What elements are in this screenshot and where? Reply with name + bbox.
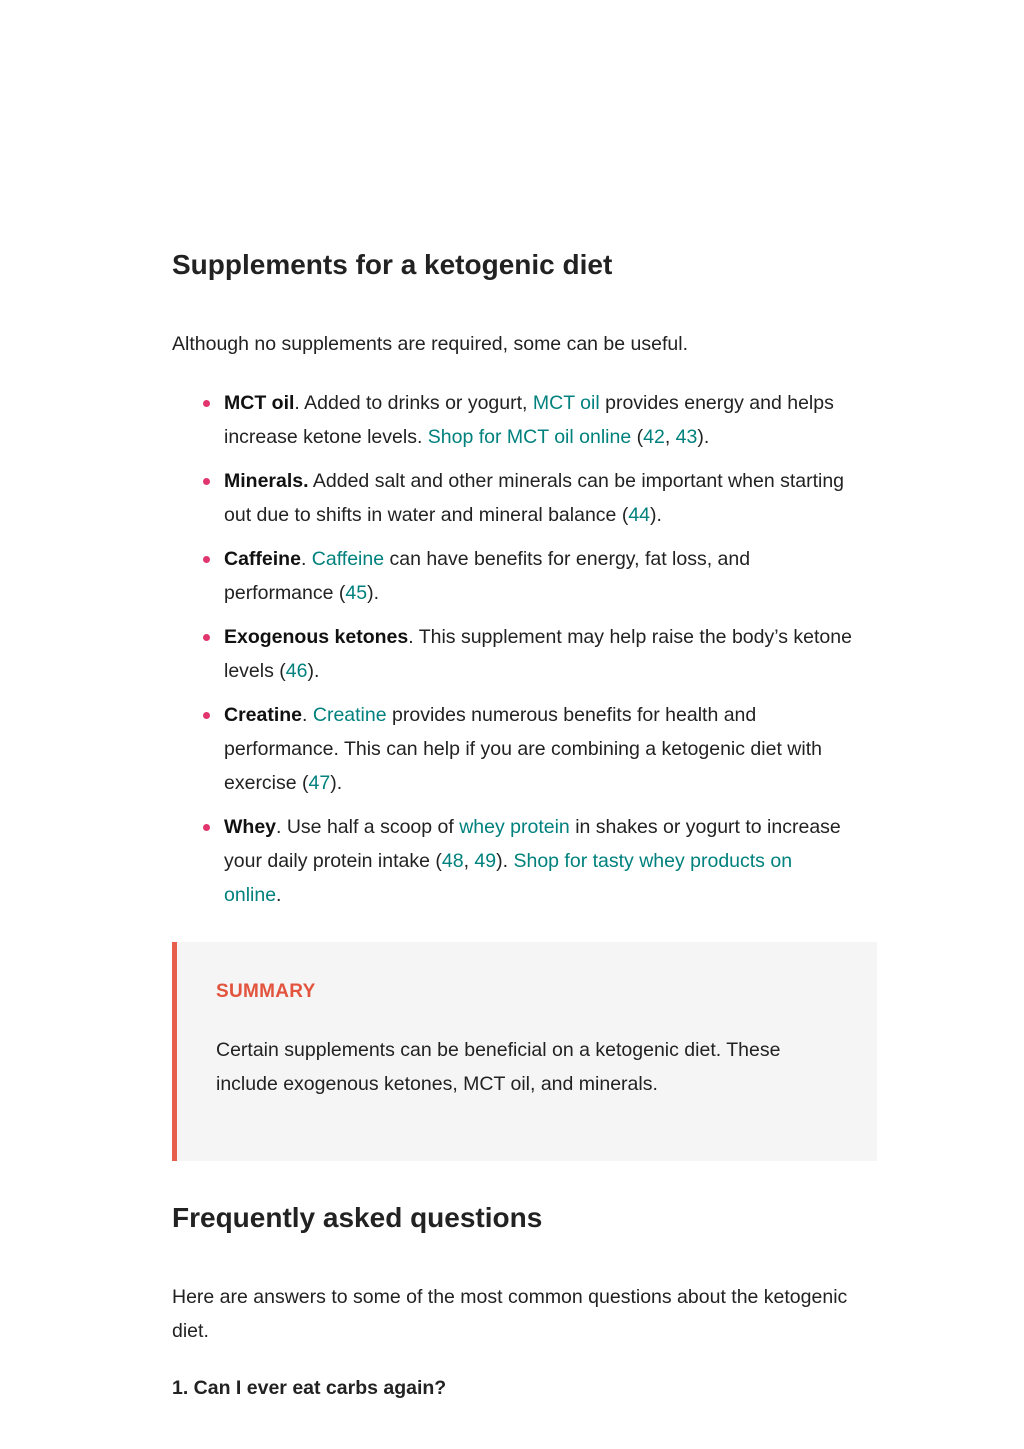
summary-label: SUMMARY [216, 981, 316, 1002]
bullet-icon [203, 634, 210, 641]
summary-box [172, 942, 877, 1161]
list-item-whey: Whey. Use half a scoop of whey protein in shakes or yogurt to increase your daily protein intake (48, 49). Shop for tasty whey products on online. [172, 810, 854, 912]
list-item-caffeine: Caffeine. Caffeine can have benefits for energy, fat loss, and performance (45). [172, 542, 854, 610]
list-item-exogenous-ketones: Exogenous ketones. This supplement may help raise the body’s ketone levels (46). [172, 620, 854, 688]
reference-link-43[interactable]: 43 [675, 426, 698, 448]
section-heading-faq: Frequently asked questions [172, 1202, 543, 1233]
creatine-link[interactable]: Creatine [312, 704, 387, 726]
faq-question-1: 1. Can I ever eat carbs again? [172, 1377, 447, 1399]
supplements-intro: Although no supplements are required, some can be useful. [172, 333, 688, 355]
reference-link-49[interactable]: 49 [474, 850, 497, 872]
list-item-minerals: Minerals. Added salt and other minerals can be important when starting out due to shifts in water and mineral balance (44). [172, 464, 854, 532]
reference-link-48[interactable]: 48 [441, 850, 464, 872]
list-item-creatine: Creatine. Creatine provides numerous benefits for health and performance. This can help if you are combining a ketogenic diet with exercise (47). [172, 698, 854, 800]
bullet-icon [203, 478, 210, 485]
faq-intro: Here are answers to some of the most common questions about the ketogenic diet. [172, 1286, 848, 1342]
reference-link-47[interactable]: 47 [308, 772, 331, 794]
supplements-list [172, 386, 882, 912]
bullet-icon [203, 824, 210, 831]
reference-link-46[interactable]: 46 [285, 660, 308, 682]
section-heading-supplements: Supplements for a ketogenic diet [172, 249, 613, 280]
summary-text: Certain supplements can be beneficial on a ketogenic diet. These include exogenous ketones, MCT oil, and minerals. [216, 1039, 781, 1095]
bullet-icon [203, 400, 210, 407]
reference-link-42[interactable]: 42 [643, 426, 665, 448]
shop-mct-oil-link[interactable]: Shop for MCT oil online [427, 426, 632, 448]
whey-protein-link[interactable]: whey protein [459, 816, 570, 838]
list-item-mct-oil: MCT oil. Added to drinks or yogurt, MCT oil provides energy and helps increase ketone levels. Shop for MCT oil online (42, 43). [172, 386, 854, 454]
shop-whey-link[interactable]: Shop for tasty whey products on online [224, 850, 793, 906]
mct-oil-link[interactable]: MCT oil [532, 392, 600, 414]
reference-link-44[interactable]: 44 [628, 504, 651, 526]
article-content [172, 245, 882, 1403]
bullet-icon [203, 556, 210, 563]
bullet-icon [203, 712, 210, 719]
caffeine-link[interactable]: Caffeine [311, 548, 385, 570]
reference-link-45[interactable]: 45 [345, 582, 368, 604]
